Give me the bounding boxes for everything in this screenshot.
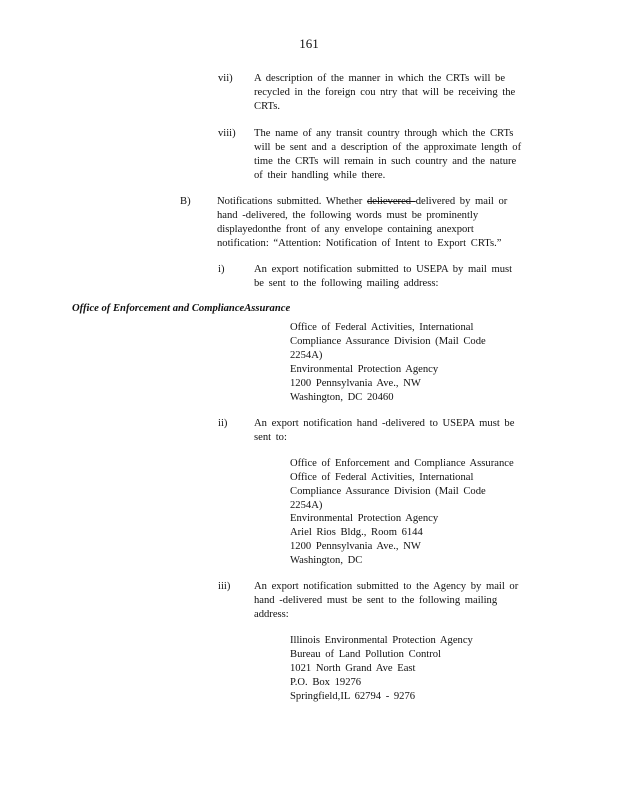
address2-line-8: Washington, DC [290, 555, 363, 566]
item-i-line-1: An export notification submitted to USEPA by mail must [254, 264, 513, 275]
item-ii-line-2: sent to: [254, 432, 287, 443]
item-ii-line-1: An export notification hand -delivered to USEPA must be [254, 418, 515, 429]
address2-line-6: Ariel Rios Bldg., Room 6144 [290, 527, 423, 538]
address1-line-4: Environmental Protection Agency [290, 364, 439, 375]
address1-line-3: 2254A) [290, 350, 323, 361]
struck-word: delievered [366, 196, 416, 207]
address3-line-3: 1021 North Grand Ave East [290, 663, 416, 674]
address1-line-2: Compliance Assurance Division (Mail Code [290, 336, 486, 347]
address1-line-6: Washington, DC 20460 [290, 392, 394, 403]
list-marker-ii: ii) [218, 418, 228, 429]
item-viii-line-3: time the CRTs will remain in such country and the nature [254, 156, 517, 167]
item-B-line-3: displayedonthe front of any envelope containing anexport [217, 224, 474, 235]
address3-line-2: Bureau of Land Pollution Control [290, 649, 442, 660]
item-vii-line-3: CRTs. [254, 101, 280, 112]
office-heading: Office of Enforcement and ComplianceAssurance [72, 303, 291, 314]
item-vii-line-1: A description of the manner in which the CRTs will be [254, 73, 506, 84]
address2-line-2: Office of Federal Activities, International [290, 472, 474, 483]
address3-line-5: Springfield,IL 62794 - 9276 [290, 691, 416, 702]
list-marker-viii: viii) [218, 128, 236, 139]
item-B-line-1-post: delivered by mail or [415, 196, 508, 207]
address3-line-4: P.O. Box 19276 [290, 677, 362, 688]
item-i-line-2: be sent to the following mailing address: [254, 278, 439, 289]
page-number: 161 [299, 36, 319, 51]
item-viii-line-2: will be sent and a description of the approximate length of [254, 142, 522, 153]
address2-line-5: Environmental Protection Agency [290, 513, 439, 524]
list-marker-B: B) [180, 196, 191, 207]
item-viii-line-4: of their handling while there. [254, 170, 386, 181]
address2-line-4: 2254A) [290, 500, 323, 511]
list-marker-iii: iii) [218, 581, 231, 592]
item-B-line-1-pre: Notifications submitted. Whether [217, 196, 367, 207]
address2-line-7: 1200 Pennsylvania Ave., NW [290, 541, 421, 552]
item-B-line-4: notification: “Attention: Notification of Intent to Export CRTs.” [217, 238, 502, 249]
list-marker-vii: vii) [218, 73, 233, 84]
address1-line-5: 1200 Pennsylvania Ave., NW [290, 378, 421, 389]
address3-line-1: Illinois Environmental Protection Agency [290, 635, 473, 646]
item-iii-line-2: hand -delivered must be sent to the following mailing [254, 595, 498, 606]
address1-line-1: Office of Federal Activities, International [290, 322, 474, 333]
item-iii-line-1: An export notification submitted to the Agency by mail or [254, 581, 519, 592]
address2-line-3: Compliance Assurance Division (Mail Code [290, 486, 486, 497]
item-iii-line-3: address: [254, 609, 289, 620]
list-marker-i: i) [218, 264, 225, 275]
item-B-line-2: hand -delivered, the following words must be prominently [217, 210, 479, 221]
item-B-line-1 [217, 195, 507, 209]
address2-line-1: Office of Enforcement and Compliance Assurance [290, 458, 514, 469]
item-vii-line-2: recycled in the foreign cou ntry that will be receiving the [254, 87, 516, 98]
item-viii-line-1: The name of any transit country through which the CRTs [254, 128, 514, 139]
